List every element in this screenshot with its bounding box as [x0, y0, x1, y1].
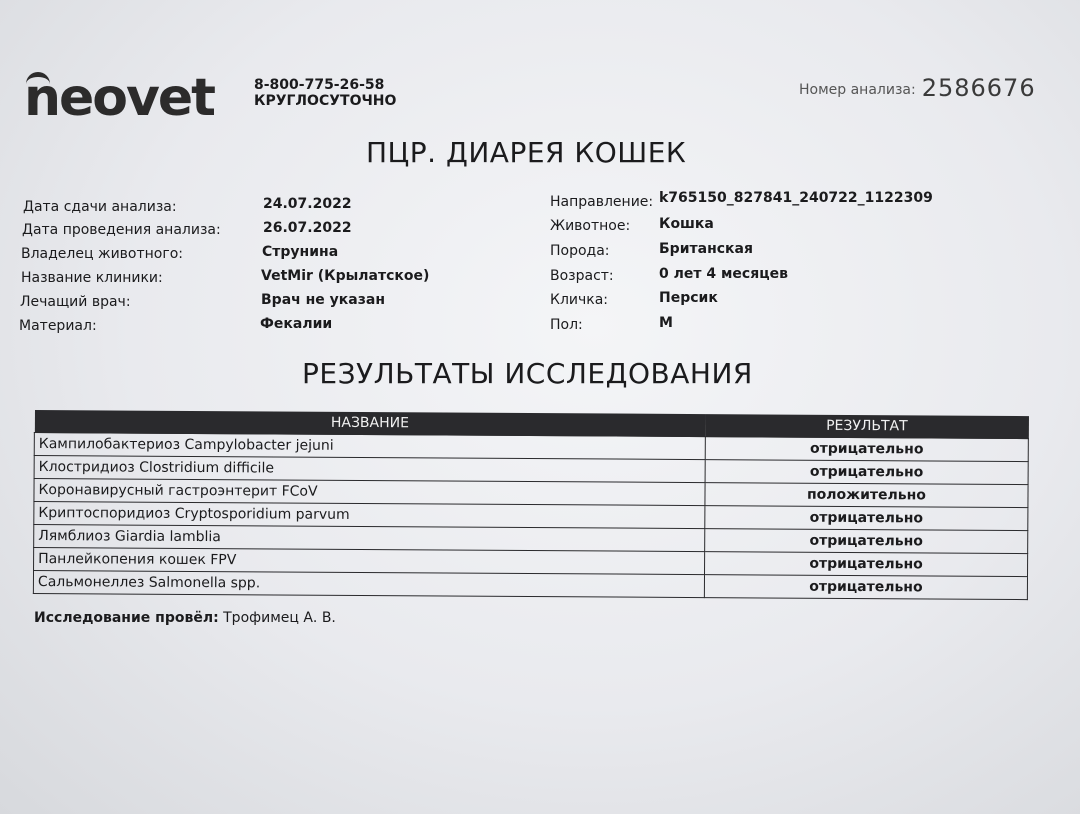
- info-label: Название клиники:: [21, 270, 163, 286]
- info-value: Врач не указан: [261, 292, 385, 308]
- phone-note: КРУГЛОСУТОЧНО: [254, 93, 397, 109]
- info-label: Кличка:: [550, 292, 609, 308]
- test-name: Лямблиоз Giardia lamblia: [34, 525, 705, 552]
- performed-by-name: Трофимец А. В.: [223, 610, 336, 626]
- test-name: Сальмонеллез Salmonella spp.: [33, 571, 704, 598]
- info-value: 0 лет 4 месяцев: [659, 266, 788, 282]
- column-header-name: НАЗВАНИЕ: [34, 410, 705, 437]
- info-label: Порода:: [550, 243, 610, 259]
- neovet-logo: [24, 68, 214, 128]
- analysis-number-label: Номер анализа:: [799, 82, 916, 98]
- info-value: М: [659, 315, 673, 331]
- info-label: Пол:: [550, 317, 583, 333]
- performed-by-label: Исследование провёл:: [34, 610, 219, 626]
- results-table: [33, 410, 1029, 600]
- test-result: отрицательно: [705, 552, 1028, 577]
- info-value: VetMir (Крылатское): [261, 268, 430, 284]
- logo-text: neovet: [24, 68, 215, 128]
- info-label: Направление:: [550, 194, 654, 210]
- info-label: Материал:: [19, 318, 97, 334]
- analysis-number: 2586676: [921, 74, 1036, 102]
- logo-arc: [26, 72, 50, 91]
- table-row: [33, 571, 1027, 600]
- test-name: Криптоспоридиоз Cryptosporidium parvum: [34, 502, 705, 529]
- info-label: Возраст:: [550, 268, 614, 284]
- info-value: 24.07.2022: [263, 196, 352, 212]
- info-value: 26.07.2022: [263, 220, 352, 236]
- info-value: k765150_827841_240722_1122309: [659, 190, 933, 206]
- info-value: Британская: [659, 241, 753, 257]
- test-name: Панлейкопения кошек FPV: [34, 548, 705, 575]
- test-name: Кампилобактериоз Campylobacter jejuni: [34, 433, 705, 460]
- test-result: отрицательно: [705, 460, 1028, 485]
- test-result: отрицательно: [705, 529, 1028, 554]
- test-name: Клостридиоз Clostridium difficile: [34, 456, 705, 483]
- test-result: отрицательно: [705, 506, 1028, 531]
- test-result: отрицательно: [704, 575, 1027, 600]
- info-value: Фекалии: [260, 316, 333, 332]
- info-label: Дата сдачи анализа:: [23, 199, 177, 215]
- info-value: Кошка: [659, 216, 714, 232]
- page-title: ПЦР. ДИАРЕЯ КОШЕК: [366, 136, 687, 169]
- info-value: Персик: [659, 290, 718, 306]
- info-value: Струнина: [262, 244, 339, 260]
- info-label: Владелец животного:: [21, 246, 184, 262]
- phone-block: [254, 77, 396, 109]
- test-result: положительно: [705, 483, 1028, 508]
- info-label: Дата проведения анализа:: [22, 222, 221, 238]
- performed-by: [34, 610, 336, 626]
- results-title: РЕЗУЛЬТАТЫ ИССЛЕДОВАНИЯ: [302, 357, 753, 390]
- info-label: Животное:: [550, 218, 631, 234]
- analysis-number-block: [799, 74, 1036, 102]
- column-header-result: РЕЗУЛЬТАТ: [705, 414, 1028, 438]
- test-name: Коронавирусный гастроэнтерит FCoV: [34, 479, 705, 506]
- test-result: отрицательно: [705, 437, 1028, 462]
- phone-number: 8-800-775-26-58: [254, 77, 385, 93]
- info-label: Лечащий врач:: [20, 294, 131, 310]
